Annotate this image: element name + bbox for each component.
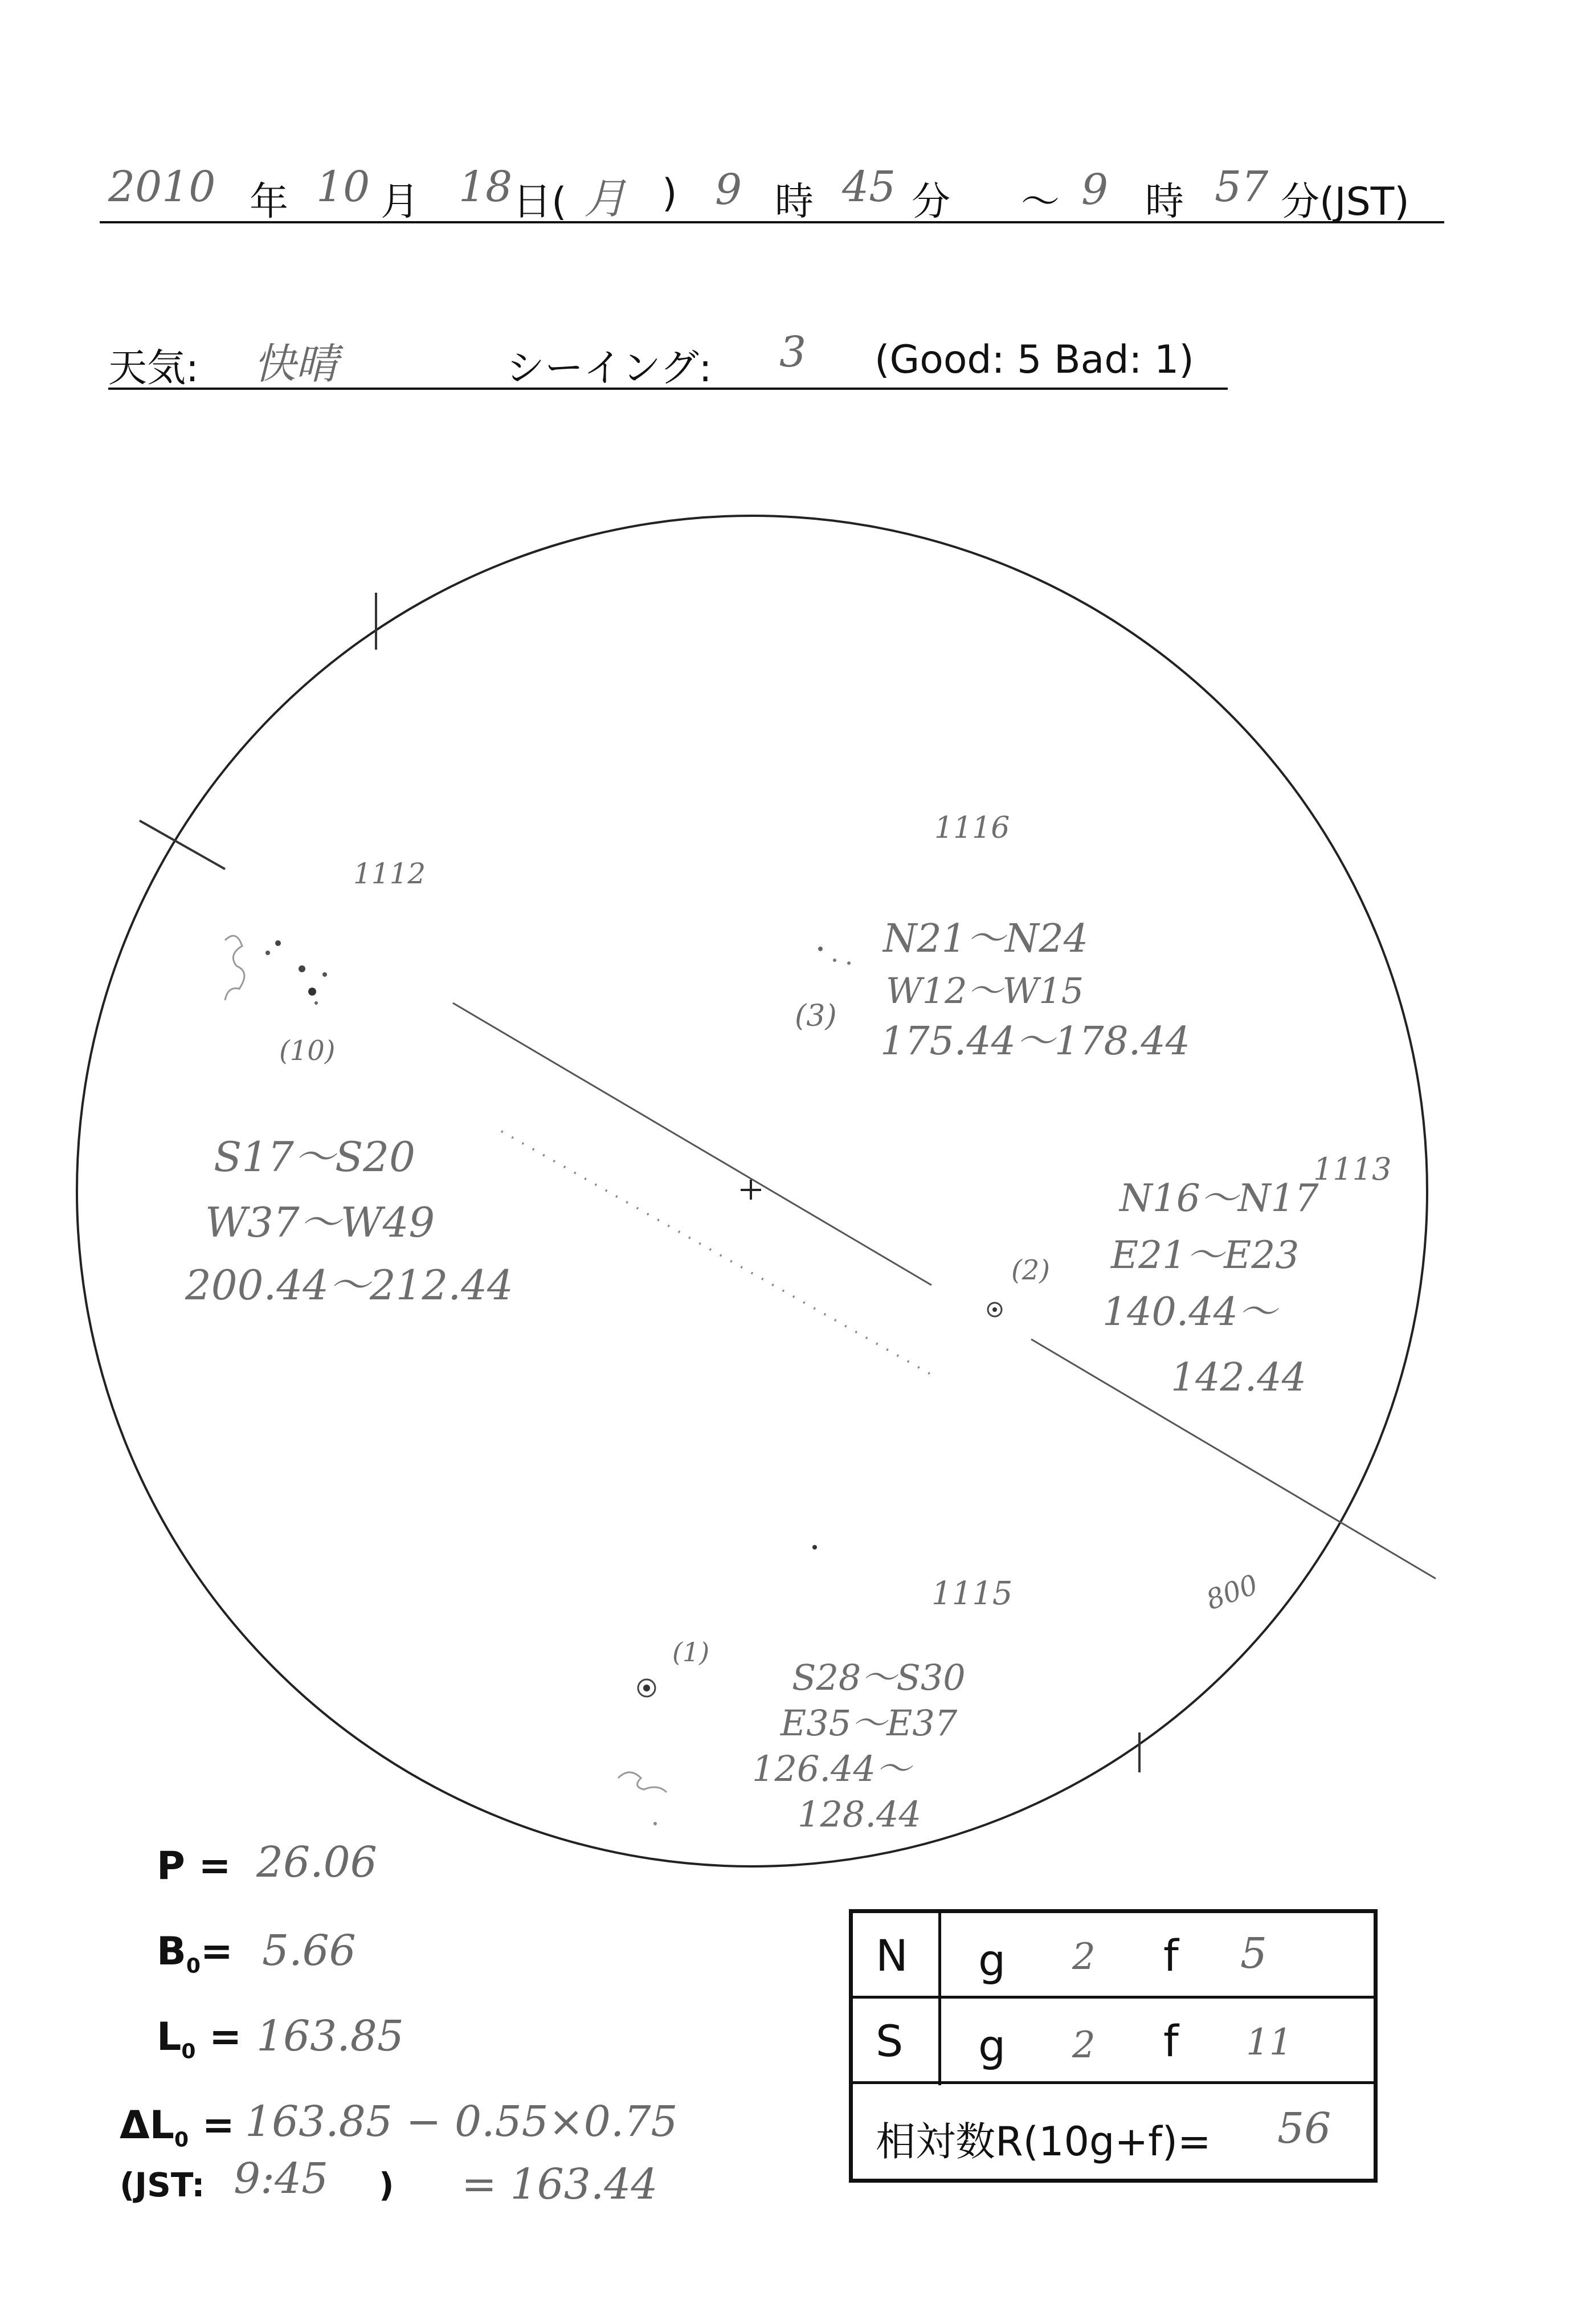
- south-label: S: [876, 2016, 904, 2066]
- jst-label: (JST:: [120, 2166, 205, 2204]
- north-f-value: 5: [1240, 1929, 1268, 1978]
- dotted-reference-line: [501, 1131, 934, 1376]
- table-column-divider: [938, 1913, 941, 2085]
- group-2-carrington-2: 142.44: [1171, 1355, 1306, 1400]
- start-min-unit: 分: [912, 180, 951, 225]
- group-1112-id: 1112: [353, 857, 426, 890]
- b0-label: $B_0=$: [157, 1929, 233, 1978]
- p-value: 26.06: [256, 1838, 377, 1887]
- month-value: 10: [316, 162, 370, 211]
- south-f-value: 11: [1246, 2021, 1293, 2064]
- delta-l0-expression: 163.85 − 0.55×0.75: [245, 2097, 678, 2146]
- l0-value: 163.85: [256, 2012, 404, 2061]
- group-3-lat: N21～N24: [883, 916, 1089, 961]
- start-hour-value: 9: [715, 165, 742, 214]
- group-1116-id: 1116: [934, 811, 1010, 845]
- day-value: 18: [459, 162, 513, 211]
- north-g-value: 2: [1072, 1936, 1096, 1978]
- group-2-number: (2): [1011, 1254, 1050, 1286]
- extra-note-800: 800: [1202, 1568, 1262, 1617]
- weekday-paren-close: ): [662, 171, 677, 216]
- day-unit: 日(: [513, 180, 567, 225]
- group-10-number: (10): [279, 1035, 336, 1067]
- group-3-carrington: 175.44～178.44: [880, 1019, 1190, 1064]
- group-3-number: (3): [795, 999, 837, 1033]
- jst-value: 9:45: [234, 2154, 329, 2203]
- delta-l0-label: $\Delta L_0$ =: [120, 2103, 235, 2152]
- weekday-value: 月: [584, 174, 626, 223]
- b0-value: 5.66: [262, 1926, 356, 1975]
- weather-value: 快晴: [254, 340, 338, 389]
- delta-l0-result: = 163.44: [461, 2160, 658, 2209]
- group-2-lon: E21～E23: [1111, 1233, 1300, 1277]
- group-1113-id: 1113: [1313, 1151, 1392, 1187]
- sunspot-group-10: [225, 936, 327, 1005]
- group-1-number: (1): [672, 1637, 710, 1667]
- month-unit: 月: [381, 180, 420, 225]
- jst-close: ): [379, 2166, 394, 2204]
- group-2-lat: N16～N17: [1119, 1176, 1319, 1220]
- end-hour-value: 9: [1081, 165, 1109, 214]
- end-hour-unit: 時: [1145, 180, 1184, 225]
- start-hour-unit: 時: [775, 180, 814, 225]
- year-value: 2010: [108, 162, 216, 211]
- sunspot-group-2: [988, 1303, 1002, 1316]
- sunspot-group-3: [818, 947, 851, 965]
- relative-number-label: 相対数R(10g+f)=: [876, 2118, 1211, 2165]
- group-1-lat: S28～S30: [792, 1657, 966, 1698]
- end-min-unit: 分(JST): [1281, 180, 1409, 225]
- start-min-value: 45: [842, 162, 896, 211]
- group-1-lon: E35～E37: [781, 1702, 958, 1744]
- relative-number-value: 56: [1277, 2104, 1331, 2153]
- end-min-value: 57: [1215, 162, 1269, 211]
- group-1115-id: 1115: [931, 1575, 1013, 1612]
- table-divider-1: [853, 1996, 1374, 1999]
- isolated-spot: [812, 1545, 817, 1550]
- north-f-label: f: [1163, 1930, 1179, 1981]
- weather-label: 天気:: [108, 346, 199, 391]
- group-3-lon: W12～W15: [886, 970, 1084, 1012]
- seeing-value: 3: [779, 328, 807, 377]
- group-1-carrington-2: 128.44: [798, 1793, 921, 1835]
- time-range-tilde: ～: [1021, 180, 1060, 225]
- seeing-scale-note: (Good: 5 Bad: 1): [875, 337, 1194, 382]
- south-g-label: g: [978, 2020, 1006, 2071]
- group-10-lat: S17～S20: [214, 1133, 415, 1181]
- group-10-lon: W37～W49: [205, 1198, 435, 1246]
- group-2-carrington-1: 140.44～: [1102, 1290, 1277, 1335]
- seeing-label: シーイング:: [506, 346, 712, 391]
- p-label: P =: [157, 1844, 231, 1889]
- north-label: N: [876, 1930, 908, 1981]
- axis-line-upper: [453, 1003, 931, 1285]
- north-g-label: g: [978, 1935, 1006, 1985]
- table-divider-2: [853, 2081, 1374, 2084]
- group-10-carrington: 200.44～212.44: [185, 1261, 513, 1309]
- year-unit: 年: [250, 180, 289, 225]
- sunspot-group-1: [618, 1679, 667, 1825]
- group-1-carrington-1: 126.44～: [752, 1748, 911, 1789]
- sunspot-count-table: [849, 1909, 1378, 2183]
- l0-label: $L_0$ =: [157, 2015, 242, 2064]
- south-f-label: f: [1163, 2016, 1179, 2066]
- south-g-value: 2: [1072, 2024, 1096, 2066]
